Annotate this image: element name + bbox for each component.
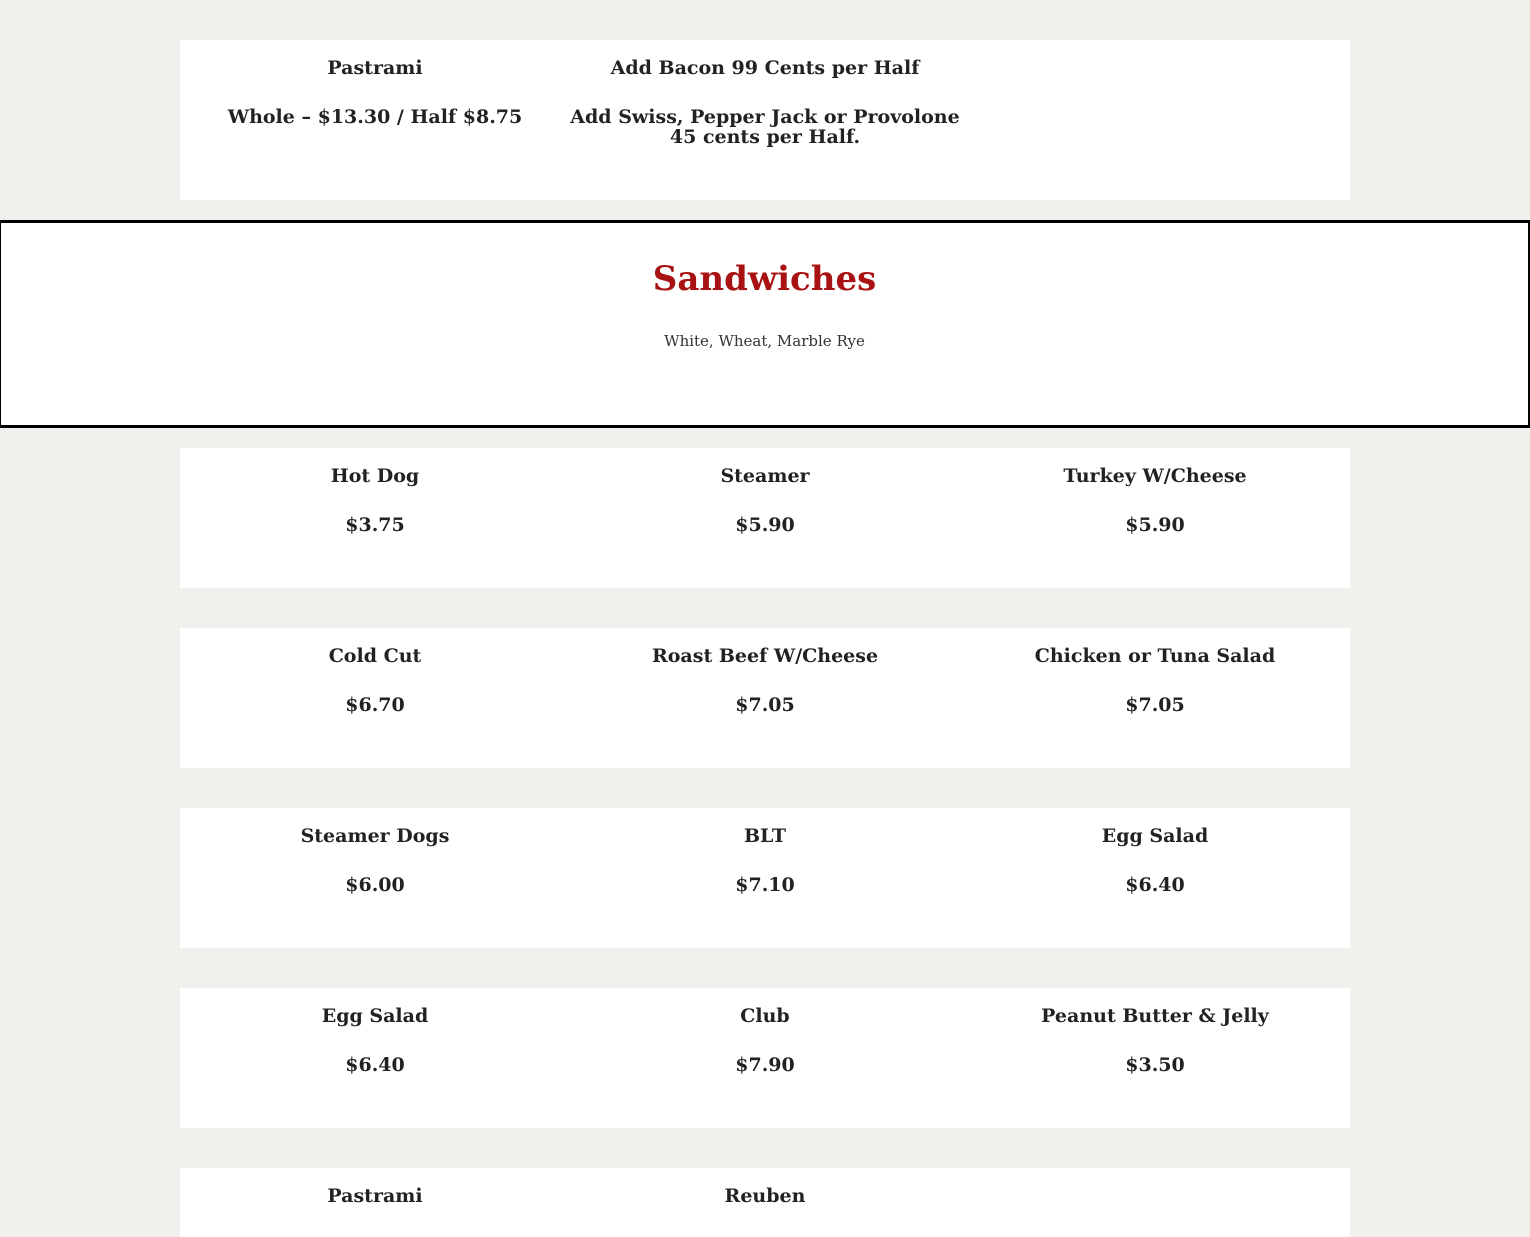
section-title: Sandwiches: [652, 259, 877, 299]
item-price: $7.05: [735, 694, 795, 716]
item-price: $3.50: [1125, 1054, 1185, 1076]
item-name: Roast Beef W/Cheese: [651, 645, 879, 667]
item-price: $6.70: [345, 694, 405, 716]
menu-row: [180, 448, 1350, 588]
menu-row: [180, 628, 1350, 768]
section-subtitle: White, Wheat, Marble Rye: [664, 332, 865, 350]
item-price: $7.05: [1125, 694, 1185, 716]
item-name: Peanut Butter & Jelly: [1041, 1005, 1269, 1027]
menu-card-pastrami-addons: [180, 40, 1350, 200]
item-name: Club: [740, 1005, 790, 1027]
item-name: Egg Salad: [321, 1005, 429, 1027]
item-name: Egg Salad: [1101, 825, 1209, 847]
item-name: BLT: [743, 825, 786, 847]
menu-row: [180, 988, 1350, 1128]
item-price: $5.90: [735, 514, 795, 536]
item-price: $7.10: [735, 874, 795, 896]
item-name: Turkey W/Cheese: [1063, 465, 1247, 487]
item-name: Hot Dog: [330, 465, 420, 487]
addon-cheese: Add Swiss, Pepper Jack or Provolone: [570, 106, 960, 128]
item-price: $3.75: [345, 514, 405, 536]
item-name: Cold Cut: [328, 645, 422, 667]
item-price: Whole – $13.30 / Half $8.75: [227, 106, 523, 128]
item-name: Chicken or Tuna Salad: [1034, 645, 1276, 667]
item-name: Steamer: [720, 465, 810, 487]
item-name: Pastrami: [327, 1185, 423, 1207]
addon-bacon: Add Bacon 99 Cents per Half: [610, 57, 920, 79]
item-price: $6.40: [345, 1054, 405, 1076]
menu-row: [180, 808, 1350, 948]
section-banner-sandwiches: [0, 220, 1530, 428]
item-name: Steamer Dogs: [300, 825, 450, 847]
addon-cheese-price: 45 cents per Half.: [669, 126, 861, 148]
item-price: $6.00: [345, 874, 405, 896]
item-price: $6.40: [1125, 874, 1185, 896]
item-name: Reuben: [724, 1185, 806, 1207]
item-price: $7.90: [735, 1054, 795, 1076]
item-name: Pastrami: [327, 57, 423, 79]
menu-row: [180, 1168, 1350, 1237]
item-price: $5.90: [1125, 514, 1185, 536]
